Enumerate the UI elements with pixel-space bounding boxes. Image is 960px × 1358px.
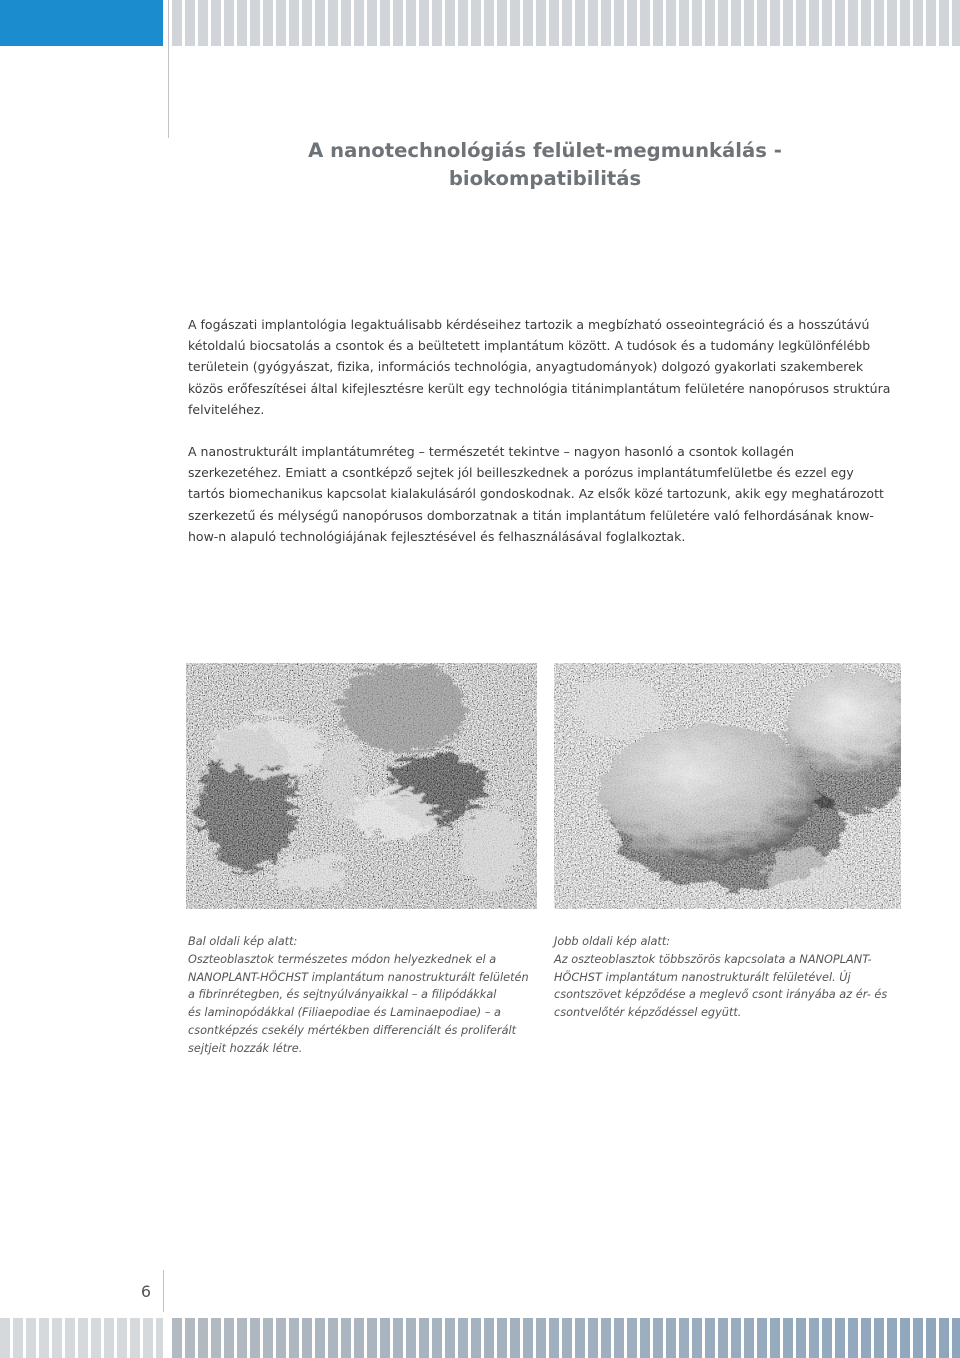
page-title-line-1: A nanotechnológiás felület-megmunkálás - <box>308 139 782 162</box>
paragraph-line: A fogászati implantológia legaktuálisabb kérdéseihez tartozik a megbízható osseointegráció és a hosszútávú <box>188 317 870 332</box>
header-vertical-rule <box>168 0 169 138</box>
caption-line: csontszövet képződése a meglevő csont irányába az ér- és <box>554 988 888 1002</box>
page-title <box>188 137 902 193</box>
paragraph-line: felviteléhez. <box>188 401 265 417</box>
page-title-line-2: biokompatibilitás <box>448 167 642 190</box>
caption-line: NANOPLANT-HÖCHST implantátum nanostrukturált felületén <box>188 970 529 984</box>
header-blue-block <box>0 0 163 46</box>
figure-left <box>186 663 537 909</box>
page-number: 6 <box>140 1282 151 1301</box>
caption-heading: Bal oldali kép alatt: <box>188 935 298 948</box>
caption-line: csontvelőtér képződéssel együtt. <box>554 1006 742 1020</box>
caption-line: Az oszteoblasztok többszörös kapcsolata a NANOPLANT- <box>554 952 872 966</box>
caption-line: sejtjeit hozzák létre. <box>188 1041 303 1055</box>
caption-right <box>554 933 887 1022</box>
caption-heading: Jobb oldali kép alatt: <box>554 935 671 948</box>
paragraph-line: A nanostrukturált implantátumréteg – természetét tekintve – nagyon hasonló a csontok kollagén <box>188 444 795 459</box>
sem-micrograph-left <box>186 663 537 909</box>
caption-line: Oszteoblasztok természetes módon helyezkednek el a <box>188 952 497 966</box>
paragraph-line: tartós biomechanikus kapcsolat kialakulásáról gondoskodnak. Az elsők közé tartozunk, akik egy meghatározott <box>188 486 884 502</box>
paragraph-line: szerkezetéhez. Emiatt a csontképző sejtek jól beilleszkednek a porózus implantátumfelületbe és ezzel egy <box>188 465 854 481</box>
header-stripe-band <box>172 0 960 46</box>
paragraph-line: szerkezetű és mélységű nanopórusos domborzatnak a titán implantátum felületére való felhordásának know- <box>188 507 874 523</box>
sem-micrograph-right <box>554 663 901 909</box>
figure-right <box>554 663 901 909</box>
paragraph-line: közös erőfeszítései által kifejlesztésre került egy technológia titánimplantátum felületére nanopórusos struktúra <box>188 380 891 396</box>
paragraph-line: kétoldalú biocsatolás a csontok és a beültetett implantátum között. A tudósok és a tudomány legkülönfélébb <box>188 338 871 354</box>
footer-stripe-right <box>172 1318 960 1358</box>
paragraph-line: területein (gyógyászat, fizika, információs technológia, anyagtudományok) dolgozó gyakorlati szakemberek <box>188 359 864 375</box>
nanostructure-paragraph <box>188 441 884 547</box>
intro-paragraph <box>188 314 890 420</box>
caption-line: HÖCHST implantátum nanostrukturált felületével. Új <box>554 970 851 984</box>
footer-stripe-left <box>0 1318 163 1358</box>
footer-vertical-rule <box>163 1270 164 1312</box>
caption-left <box>188 933 529 1058</box>
paragraph-line: how-n alapuló technológiájának fejlesztésével és felhasználásával foglalkoztak. <box>188 528 686 544</box>
caption-line: és laminopódákkal (Filiaepodiae és Laminaepodiae) – a <box>188 1006 501 1020</box>
caption-line: csontképzés csekély mértékben differenciált és proliferált <box>188 1023 517 1037</box>
caption-line: a fibrinrétegben, és sejtnyúlványaikkal – a filipódákkal <box>188 988 497 1002</box>
